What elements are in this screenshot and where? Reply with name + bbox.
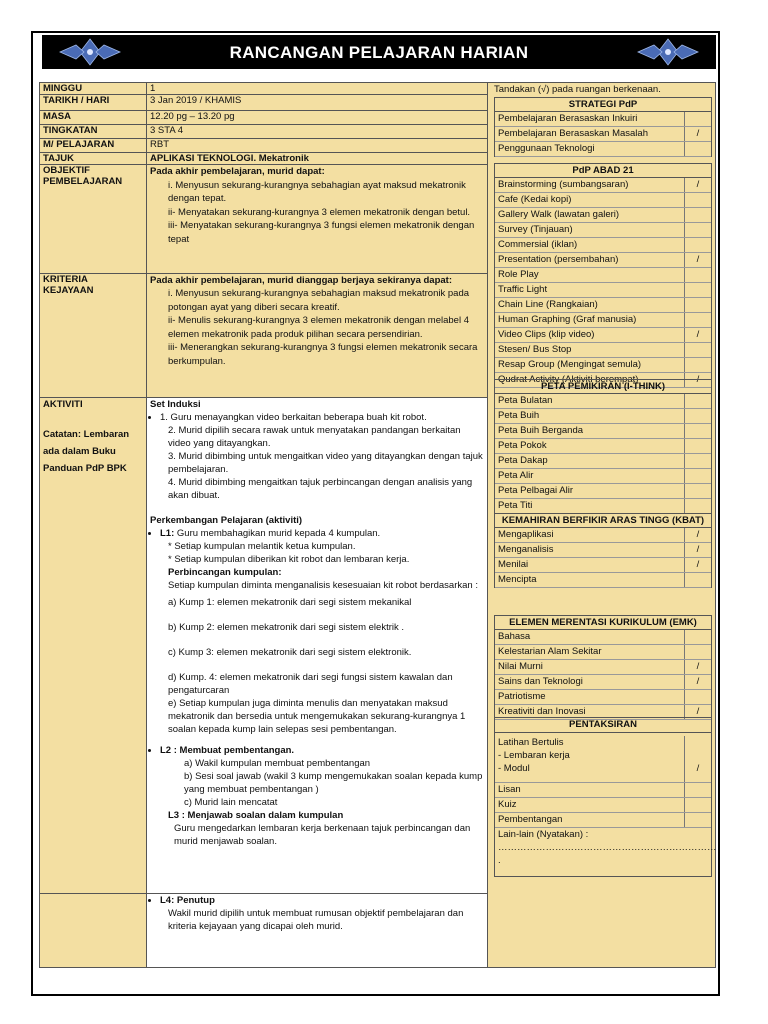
checklist-item-label: Human Graphing (Graf manusia): [498, 314, 637, 325]
kriteria-item: i. Menyusun sekurang-kurangnya sebahagian maksud mekatronik pada potongan ayat yang diberi secara kreatif.: [168, 288, 470, 313]
checklist-row: [495, 112, 711, 127]
l2-item: a) Wakil kumpulan membuat pembentangan: [184, 758, 371, 770]
kriteria-content: [147, 273, 488, 397]
checklist-row: [495, 409, 711, 424]
checklist-row: [495, 238, 711, 253]
checklist-item-label: Patriotisme: [498, 691, 546, 702]
checklist-tick-box[interactable]: [684, 298, 711, 312]
checklist-item-label: Lisan: [498, 784, 521, 795]
lesson-plan-table: [39, 82, 488, 968]
pelajaran-value: RBT: [147, 139, 488, 153]
checklist-tick-box[interactable]: [684, 454, 711, 468]
aktiviti-content: [147, 398, 488, 894]
checklist-item-label: Gallery Walk (lawatan galeri): [498, 209, 620, 220]
l3-text: Guru mengedarkan lembaran kerja berkenaan tajuk perbincangan dan murid menjawab soalan.: [174, 823, 471, 848]
checklist-row: [495, 178, 711, 193]
checklist-tick-box[interactable]: /: [684, 127, 711, 141]
tingkatan-value: 3 STA 4: [147, 125, 488, 139]
latihan-row: [495, 733, 711, 783]
checklist-tick-box[interactable]: /: [684, 543, 711, 557]
checklist-tick-box[interactable]: [684, 208, 711, 222]
lain-dot: .: [498, 855, 501, 866]
emk-section: [494, 615, 712, 720]
title-bar: [42, 35, 716, 69]
checklist-item-label: Peta Buih Berganda: [498, 425, 584, 436]
kriteria-intro: Pada akhir pembelajaran, murid dianggap berjaya sekiranya dapat:: [150, 274, 453, 286]
checklist-tick-box[interactable]: /: [684, 675, 711, 689]
checklist-row: [495, 543, 711, 558]
checklist-tick-box[interactable]: [684, 238, 711, 252]
checklist-item-label: Mencipta: [498, 574, 537, 585]
latihan-label: Latihan Bertulis: [498, 737, 564, 748]
checklist-item-label: Penggunaan Teknologi: [498, 143, 595, 154]
checklist-tick-box[interactable]: [684, 358, 711, 372]
l3-heading: L3 : Menjawab soalan dalam kumpulan: [168, 810, 344, 822]
checklist-item-label: Survey (Tinjauan): [498, 224, 573, 235]
checklist-item-label: Kelestarian Alam Sekitar: [498, 646, 602, 657]
checklist-tick-box[interactable]: [684, 193, 711, 207]
checklist-row: [495, 193, 711, 208]
checklist-row: [495, 813, 711, 828]
checklist-row: [495, 313, 711, 328]
checklist-item-label: Pembelajaran Berasaskan Inkuiri: [498, 113, 638, 124]
perkembangan-heading: Perkembangan Pelajaran (aktiviti): [150, 515, 303, 527]
checklist-tick-box[interactable]: [684, 313, 711, 327]
checklist-row: [495, 283, 711, 298]
checklist-tick-box[interactable]: /: [684, 178, 711, 192]
tarikh-value: 3 Jan 2019 / KHAMIS: [147, 95, 488, 111]
checklist-row: [495, 573, 711, 588]
checklist-row: [495, 127, 711, 142]
checklist-tick-box[interactable]: [684, 499, 711, 513]
checklist-tick-box[interactable]: [684, 630, 711, 644]
page-title: RANCANGAN PELAJARAN HARIAN: [229, 43, 529, 62]
checklist-tick-box[interactable]: [684, 283, 711, 297]
kriteria-item: ii- Menulis sekurang-kurangnya 3 elemen mekatronik dengan melabel 4 elemen mekatronik pada produk pilihan secara persendirian.: [168, 315, 469, 340]
checklist-item-label: Cafe (Kedai kopi): [498, 194, 572, 205]
checklist-row: [495, 142, 711, 157]
set-induksi-item: 4. Murid dibimbing mengaitkan tajuk perbincangan dengan analisis yang akan dibuat.: [168, 477, 473, 502]
checklist-row: [495, 394, 711, 409]
objektif-item: i. Menyusun sekurang-kurangnya sebahagian ayat maksud mekatronik dengan tepat.: [168, 179, 466, 205]
ornament-right-icon: [634, 37, 702, 67]
l1-label: L1:: [160, 528, 175, 540]
tarikh-label: TARIKH / HARI: [40, 95, 147, 111]
checklist-tick-box[interactable]: [684, 223, 711, 237]
checklist-row: [495, 528, 711, 543]
checklist-row: [495, 253, 711, 268]
checklist-row: [495, 223, 711, 238]
l2-item: c) Murid lain mencatat: [184, 797, 278, 809]
tingkatan-label: TINGKATAN: [40, 125, 147, 139]
checklist-row: [495, 454, 711, 469]
checklist-row: [495, 439, 711, 454]
checklist-row: [495, 328, 711, 343]
l4-text: Wakil murid dipilih untuk membuat rumusan objektif pembelajaran dan kriteria kejayaan yang dicapai oleh murid.: [168, 907, 464, 932]
perbincangan-heading: Perbincangan kumpulan:: [168, 567, 282, 579]
objektif-label: OBJEKTIF PEMBELAJARAN: [40, 165, 147, 273]
perbincangan-text: Setiap kumpulan diminta menganalisis kesesuaian kit robot berdasarkan :: [168, 580, 478, 592]
checklist-tick-box[interactable]: [684, 798, 711, 812]
checklist-tick-box[interactable]: /: [684, 328, 711, 342]
objektif-item: ii- Menyatakan sekurang-kurangnya 3 elemen mekatronik dengan betul.: [168, 206, 471, 218]
checklist-panel: [487, 82, 716, 968]
checklist-item-label: Brainstorming (sumbangsaran): [498, 179, 629, 190]
checklist-tick-box[interactable]: [684, 343, 711, 357]
tajuk-value: APLIKASI TEKNOLOGI. Mekatronik: [147, 153, 488, 165]
checklist-item-label: Chain Line (Rangkaian): [498, 299, 598, 310]
l4-heading: L4: Penutup: [160, 894, 215, 906]
checklist-row: [495, 499, 711, 514]
checklist-tick-box[interactable]: /: [684, 660, 711, 674]
checklist-item-label: Sains dan Teknologi: [498, 676, 583, 687]
strategi-section: [494, 97, 712, 157]
checklist-tick-box[interactable]: [684, 813, 711, 827]
emk-title: ELEMEN MERENTASI KURIKULUM (EMK): [495, 616, 711, 630]
checklist-item-label: Traffic Light: [498, 284, 548, 295]
checklist-tick-box[interactable]: [684, 142, 711, 156]
checklist-row: [495, 484, 711, 499]
l1-text: Guru membahagikan murid kepada 4 kumpulan.: [176, 528, 381, 540]
abad21-title: PdP ABAD 21: [495, 164, 711, 178]
checklist-row: [495, 298, 711, 313]
checklist-row: [495, 690, 711, 705]
set-induksi-item: 2. Murid dipilih secara rawak untuk menyatakan pandangan berkaitan video yang ditayangkan.: [168, 425, 461, 450]
latihan-sub: - Modul: [498, 763, 530, 774]
penutup-content: [147, 893, 488, 967]
checklist-item-label: Mengaplikasi: [498, 529, 554, 540]
checklist-tick-box[interactable]: /: [684, 705, 711, 719]
checklist-tick-box[interactable]: [684, 409, 711, 423]
kump-item: b) Kump 2: elemen mekatronik dari segi sistem elektrik .: [168, 622, 405, 634]
lain-label: Lain-lain (Nyatakan) :: [498, 829, 589, 840]
l2-heading: L2 : Membuat pembentangan.: [160, 745, 295, 757]
checklist-item-label: Peta Buih: [498, 410, 540, 421]
tajuk-label: TAJUK: [40, 153, 147, 165]
kump-item: c) Kump 3: elemen mekatronik dari segi sistem elektronik.: [168, 647, 412, 659]
checklist-tick-box[interactable]: /: [684, 528, 711, 542]
checklist-item-label: Peta Pokok: [498, 440, 547, 451]
l1-sub: * Setiap kumpulan diberikan kit robot dan lembaran kerja.: [168, 554, 410, 566]
pentaksiran-title: PENTAKSIRAN: [495, 718, 711, 733]
checklist-item-label: Role Play: [498, 269, 539, 280]
checklist-item-label: Kreativiti dan Inovasi: [498, 706, 586, 717]
objektif-intro: Pada akhir pembelajaran, murid dapat:: [150, 166, 325, 178]
checklist-tick-box[interactable]: [684, 112, 711, 126]
checklist-row: [495, 424, 711, 439]
checklist-item-label: Pembelajaran Berasaskan Masalah: [498, 128, 648, 139]
checklist-item-label: Peta Bulatan: [498, 395, 553, 406]
checklist-row: [495, 208, 711, 223]
ithink-section: [494, 379, 712, 514]
checklist-tick-box[interactable]: [684, 484, 711, 498]
kriteria-item: iii- Menerangkan sekurang-kurangnya 3 fungsi elemen mekatronik secara berkumpulan.: [168, 342, 478, 367]
tick-instruction: Tandakan (√) pada ruangan berkenaan.: [494, 84, 661, 95]
checklist-tick-box[interactable]: [684, 268, 711, 282]
pentaksiran-section: [494, 717, 717, 877]
pelajaran-label: M/ PELAJARAN: [40, 139, 147, 153]
checklist-tick-box[interactable]: /: [684, 253, 711, 267]
checklist-tick-box[interactable]: [684, 394, 711, 408]
checklist-tick-box[interactable]: /: [684, 373, 711, 387]
checklist-item-label: Video Clips (klip video): [498, 329, 595, 340]
checklist-item-label: Commersial (iklan): [498, 239, 578, 250]
checklist-item-label: Presentation (persembahan): [498, 254, 619, 265]
l1-sub: * Setiap kumpulan melantik ketua kumpulan.: [168, 541, 356, 553]
catatan-note: Catatan: Lembaran ada dalam Buku Panduan PdP BPK: [43, 429, 130, 475]
checklist-tick-box[interactable]: [684, 439, 711, 453]
checklist-item-label: Pembentangan: [498, 814, 563, 825]
l2-item: b) Sesi soal jawab (wakil 3 kump mengemukakan soalan kepada kump yang membuat pembentangan ): [184, 771, 483, 796]
checklist-item-label: Stesen/ Bus Stop: [498, 344, 572, 355]
checklist-item-label: Qudrat Activity (Aktiviti berempat): [498, 374, 639, 385]
lain-lain: [495, 828, 717, 876]
checklist-row: [495, 558, 711, 573]
checklist-row: [495, 630, 711, 645]
checklist-row: [495, 358, 711, 373]
checklist-row: [495, 675, 711, 690]
set-induksi-item: 3. Murid dibimbing untuk mengaitkan video yang ditayangkan dengan tajuk pembelajaran.: [168, 451, 483, 476]
checklist-tick-box[interactable]: [684, 424, 711, 438]
checklist-row: [495, 343, 711, 358]
masa-value: 12.20 pg – 13.20 pg: [147, 111, 488, 125]
checklist-item-label: Resap Group (Mengingat semula): [498, 359, 642, 370]
checklist-row: [495, 660, 711, 675]
strategi-title: STRATEGI PdP: [495, 98, 711, 112]
checklist-item-label: Bahasa: [498, 631, 531, 642]
kump-item: a) Kump 1: elemen mekatronik dari segi sistem mekanikal: [168, 597, 412, 609]
kump-item: e) Setiap kumpulan juga diminta menulis dan menyatakan maksud mekatronik dan bersedia untuk mengemukakan sekurang-kurangnya 1 soalan kepada kump lain selepas sesi pembentangan.: [168, 698, 466, 736]
checklist-tick-box[interactable]: [684, 783, 711, 797]
checklist-item-label: Peta Dakap: [498, 455, 548, 466]
checklist-item-label: Peta Pelbagai Alir: [498, 485, 573, 496]
set-induksi-heading: Set Induksi: [150, 399, 201, 411]
objektif-item: iii- Menyatakan sekurang-kurangnya 3 fungsi elemen mekatronik dengan tepat: [168, 220, 475, 245]
minggu-label: MINGGU: [40, 83, 147, 95]
checklist-item-label: Menilai: [498, 559, 529, 570]
kbat-section: [494, 513, 712, 588]
checklist-tick-box[interactable]: [684, 469, 711, 483]
kriteria-label: KRITERIA KEJAYAAN: [40, 273, 147, 397]
checklist-item-label: Menganalisis: [498, 544, 554, 555]
minggu-value: 1: [147, 83, 488, 95]
latihan-sub: - Lembaran kerja: [498, 750, 570, 761]
checklist-item-label: Nilai Murni: [498, 661, 543, 672]
checklist-row: [495, 645, 711, 660]
kbat-title: KEMAHIRAN BERFIKIR ARAS TINGG (KBAT): [495, 514, 711, 528]
checklist-row: [495, 268, 711, 283]
checklist-row: [495, 469, 711, 484]
set-induksi-item: • 1. Guru menayangkan video berkaitan beberapa buah kit robot.: [160, 412, 427, 424]
checklist-tick-box[interactable]: [684, 573, 711, 587]
checklist-tick-box[interactable]: /: [684, 558, 711, 572]
objektif-content: [147, 165, 488, 273]
lain-dots[interactable]: ……………………………………………………………: [498, 842, 717, 853]
aktiviti-label: AKTIVITI Catatan: Lembaran ada dalam Buku Panduan PdP BPK: [40, 398, 147, 894]
checklist-item-label: Peta Titi: [498, 500, 533, 511]
masa-label: MASA: [40, 111, 147, 125]
checklist-tick-box[interactable]: [684, 645, 711, 659]
checklist-row: [495, 798, 711, 813]
ithink-title: PETA PEMIKIRAN (I-THINK): [495, 380, 711, 394]
kump-item: d) Kump. 4: elemen mekatronik dari segi fungsi sistem kawalan dan pengaturcaran: [168, 672, 453, 697]
abad21-section: [494, 163, 712, 388]
checklist-item-label: Kuiz: [498, 799, 517, 810]
checklist-item-label: Peta Alir: [498, 470, 534, 481]
checklist-row: [495, 783, 711, 798]
latihan-tick[interactable]: /: [684, 736, 711, 782]
checklist-tick-box[interactable]: [684, 690, 711, 704]
